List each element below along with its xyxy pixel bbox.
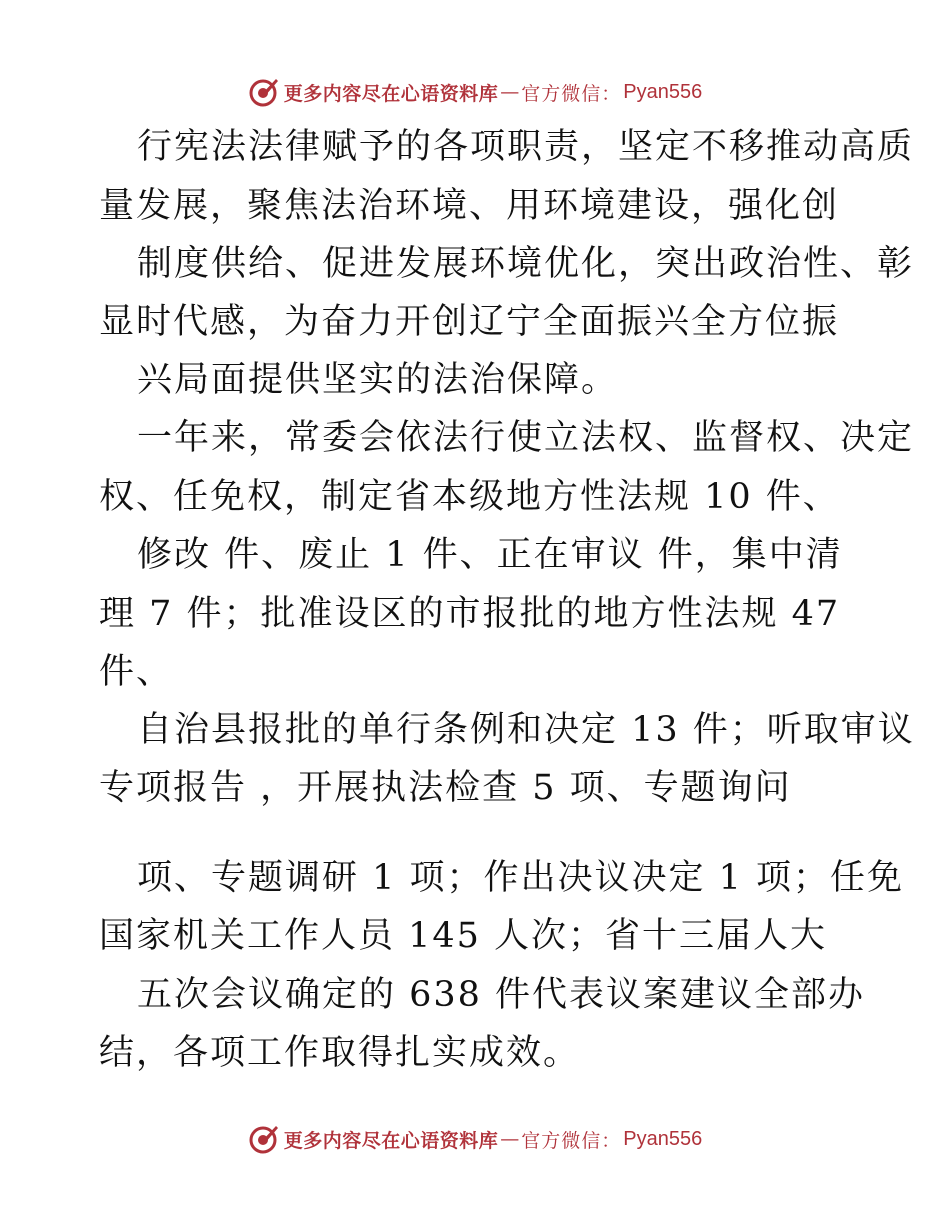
header-site-name: 更多内容尽在心语资料库 (283, 82, 499, 105)
body-line-7: 权、任免权，制定省本级地方性法规 10 件、 (99, 477, 840, 517)
footer-wechat-id: Pyan556 (623, 1127, 703, 1150)
body-line-13: 项、专题调研 1 项；作出决议决定 1 项；任免 (137, 858, 905, 898)
body-line-6: 一年来，常委会依法行使立法权、监督权、决定 (137, 418, 915, 458)
body-line-2: 量发展，聚焦法治环境、用环境建设，强化创 (99, 186, 840, 226)
body-line-9: 理 7 件；批准设区的市报批的地方性法规 47 (99, 594, 841, 634)
body-line-5: 兴局面提供坚实的法治保障。 (137, 360, 619, 400)
header-wechat-label: 官方微信： (521, 82, 622, 105)
body-line-3: 制度供给、促进发展环境优化，突出政治性、彰 (137, 244, 915, 284)
body-line-4: 显时代感，为奋力开创辽宁全面振兴全方位振 (99, 302, 840, 342)
body-line-15: 五次会议确定的 638 件代表议案建议全部办 (137, 975, 866, 1015)
body-line-8: 修改 件、废止 1 件、正在审议 件，集中清 (137, 535, 843, 575)
header-wechat-id: Pyan556 (623, 80, 703, 103)
footer-wechat-label: 官方微信： (521, 1129, 622, 1152)
body-line-1: 行宪法法律赋予的各项职责，坚定不移推动高质 (137, 127, 915, 167)
body-line-11: 自治县报批的单行条例和决定 13 件；听取审议 (137, 710, 915, 750)
body-line-16: 结，各项工作取得扎实成效。 (99, 1033, 581, 1073)
footer-site-name: 更多内容尽在心语资料库 (283, 1129, 499, 1152)
body-line-14: 国家机关工作人员 145 人次；省十三届人大 (99, 916, 828, 956)
body-line-10: 件、 (99, 652, 174, 692)
footer-watermark (0, 1117, 950, 1161)
body-line-12: 专项报告 ，开展执法检查 5 项、专题询问 (99, 768, 792, 808)
footer-dash: — (500, 1128, 520, 1150)
header-dash: — (500, 81, 520, 103)
quill-circle-logo-icon (248, 1123, 280, 1155)
